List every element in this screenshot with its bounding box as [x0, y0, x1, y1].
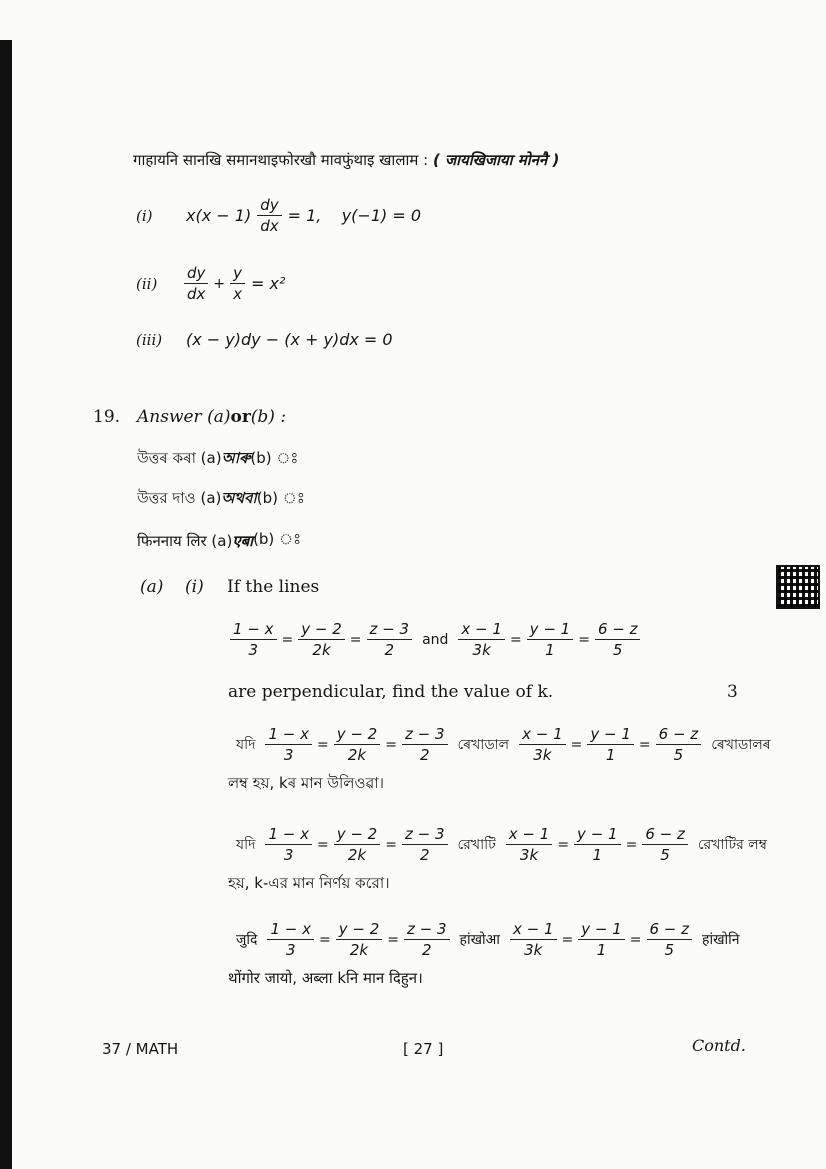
- denominator: 5: [673, 746, 684, 764]
- equation: [228, 920, 748, 959]
- denominator: 2k: [349, 941, 369, 959]
- operator: =: [570, 736, 583, 753]
- de-1: (i) x(x − 1) $\frac{dy}{dx}$ = 1, y(−1) = 0: [136, 196, 425, 235]
- fraction: [334, 825, 381, 864]
- word: हांखोआ: [459, 932, 500, 948]
- fraction: [510, 920, 557, 959]
- fraction: [656, 725, 702, 764]
- fraction: [184, 264, 208, 303]
- denominator: 3: [283, 746, 294, 764]
- operator: +: [213, 275, 226, 292]
- word: ৰেখাডাল: [457, 736, 510, 753]
- equation: [228, 620, 642, 659]
- fraction: [267, 920, 314, 959]
- word: যদি: [236, 736, 256, 753]
- question-19-header: 19. Answer (a) or (b) :: [93, 407, 287, 427]
- word: and: [422, 631, 449, 648]
- word: রেখাটি: [457, 836, 496, 853]
- denominator: 3k: [519, 846, 539, 864]
- operator: =: [281, 631, 294, 648]
- word: ৰেখাডালৰ: [711, 736, 771, 753]
- lines-equation-en: [228, 620, 642, 659]
- heading: गाहायनि सानखि समानथाइफोरखौ मावफुंथाइ खालाम : ( जायखिजाया मोननै ): [133, 151, 560, 169]
- denominator: x: [233, 285, 243, 303]
- instruction-bengali: উত্তর দাও (a) অথবা (b) ঃ: [137, 489, 305, 507]
- fraction: [595, 620, 641, 659]
- denominator: 2: [419, 846, 430, 864]
- numerator: z − 3: [404, 920, 450, 940]
- equation: [228, 725, 779, 764]
- fraction: [334, 725, 381, 764]
- fraction: [298, 620, 345, 659]
- fraction: [265, 725, 312, 764]
- numerator: x − 1: [519, 725, 566, 745]
- equation: [182, 264, 289, 303]
- instruction-assamese: উত্তৰ কৰা (a) আৰু (b) ঃ: [137, 449, 299, 467]
- fraction: [642, 825, 688, 864]
- numerator: z − 3: [402, 825, 448, 845]
- equation: [182, 330, 397, 349]
- numerator: 6 − z: [642, 825, 688, 845]
- numerator: x − 1: [458, 620, 505, 640]
- fraction: [336, 920, 383, 959]
- equation: [182, 196, 425, 235]
- fraction: [404, 920, 450, 959]
- denominator: 3: [283, 846, 294, 864]
- question-assamese: [228, 725, 779, 764]
- numerator: dy: [257, 196, 281, 216]
- fraction: [402, 825, 448, 864]
- denominator: 1: [605, 746, 616, 764]
- footer-code: 37 / MATH: [102, 1040, 179, 1058]
- operator: =: [316, 736, 329, 753]
- fraction: [230, 620, 277, 659]
- fraction: [647, 920, 693, 959]
- denominator: 3k: [472, 641, 491, 659]
- word: রেখাটির লম্ব: [697, 836, 767, 853]
- fraction: [458, 620, 505, 659]
- numerator: z − 3: [367, 620, 413, 640]
- de-3: (iii) (x − y)dy − (x + y)dx = 0: [136, 330, 397, 349]
- numerator: 1 − x: [265, 825, 312, 845]
- numerator: 1 − x: [265, 725, 312, 745]
- numerator: z − 3: [402, 725, 448, 745]
- contd: Contd.: [692, 1036, 746, 1055]
- fraction: [519, 725, 566, 764]
- fraction: [506, 825, 553, 864]
- numerator: y − 2: [298, 620, 345, 640]
- fraction: [402, 725, 448, 764]
- fraction: [574, 825, 621, 864]
- word: যদি: [236, 836, 256, 853]
- denominator: 3k: [533, 746, 552, 764]
- fraction: [230, 264, 245, 303]
- operator: =: [625, 836, 638, 853]
- question-bodo-line2: थोंगोर जायो, अब्ला kनि मान दिहुन।: [228, 969, 423, 987]
- part-a-intro: (a) (i) If the lines: [140, 577, 320, 597]
- word: हांखोनि: [702, 932, 740, 948]
- operator: =: [629, 931, 642, 948]
- page-number: [ 27 ]: [403, 1040, 444, 1058]
- fraction: [527, 620, 574, 659]
- fraction: [257, 196, 281, 235]
- denominator: 1: [592, 846, 603, 864]
- numerator: y − 1: [527, 620, 574, 640]
- denominator: dx: [260, 217, 279, 235]
- fraction: [265, 825, 312, 864]
- numerator: x − 1: [510, 920, 557, 940]
- denominator: 2k: [347, 746, 367, 764]
- denominator: 1: [596, 941, 607, 959]
- qr-code: [776, 565, 820, 609]
- equation: [228, 825, 775, 864]
- question-bodo: [228, 920, 748, 959]
- denominator: 5: [660, 846, 670, 864]
- operator: =: [561, 931, 574, 948]
- denominator: dx: [187, 285, 206, 303]
- numerator: y − 2: [336, 920, 383, 940]
- numerator: y − 1: [578, 920, 625, 940]
- numerator: 6 − z: [656, 725, 702, 745]
- denominator: 3: [248, 641, 259, 659]
- question-en: are perpendicular, find the value of k.: [228, 682, 554, 702]
- question-bengali: [228, 825, 775, 864]
- instruction-bodo: फिननाय लिर (a) एबा (b) ঃ: [137, 530, 302, 550]
- operator: =: [638, 736, 651, 753]
- numerator: y − 1: [587, 725, 634, 745]
- denominator: 2: [384, 641, 395, 659]
- numerator: y − 2: [334, 725, 381, 745]
- denominator: 2: [419, 746, 430, 764]
- operator: =: [387, 931, 399, 948]
- fraction: [578, 920, 625, 959]
- word: जुदि: [236, 932, 258, 948]
- numerator: y − 2: [334, 825, 381, 845]
- operator: =: [385, 836, 397, 853]
- operator: =: [509, 631, 522, 648]
- denominator: 2k: [312, 641, 331, 659]
- denominator: 5: [664, 941, 675, 959]
- question-bengali-line2: হয়, k-এর মান নির্ণয় করো।: [228, 874, 390, 892]
- operator: =: [578, 631, 590, 648]
- numerator: dy: [184, 264, 208, 284]
- numerator: x − 1: [506, 825, 553, 845]
- denominator: 2: [421, 941, 432, 959]
- marks: 3: [727, 682, 738, 702]
- numerator: y: [230, 264, 245, 284]
- operator: =: [385, 736, 397, 753]
- fraction: [367, 620, 413, 659]
- scan-edge: [0, 40, 12, 1169]
- heading-note: ( जायखिजाया मोननै ): [432, 151, 560, 169]
- numerator: 1 − x: [230, 620, 277, 640]
- numerator: 6 − z: [595, 620, 641, 640]
- denominator: 1: [545, 641, 555, 659]
- denominator: 3: [285, 941, 296, 959]
- math-text: x(x − 1): [186, 206, 252, 225]
- math-text: = 1, y(−1) = 0: [287, 206, 421, 225]
- math-text: (x − y)dy − (x + y)dx = 0: [186, 330, 393, 349]
- denominator: 5: [612, 641, 623, 659]
- denominator: 3k: [524, 941, 543, 959]
- operator: =: [557, 836, 570, 853]
- denominator: 2k: [347, 846, 367, 864]
- fraction: [587, 725, 634, 764]
- math-text: = x²: [251, 274, 286, 293]
- numerator: 6 − z: [647, 920, 693, 940]
- numerator: y − 1: [574, 825, 621, 845]
- question-assamese-line2: লম্ব হয়, kৰ মান উলিওৱা।: [228, 774, 385, 792]
- numerator: 1 − x: [267, 920, 314, 940]
- de-2: (ii) $\frac{dy}{dx}$ + $\frac{y}{x}$ = x²: [136, 264, 289, 303]
- operator: =: [349, 631, 362, 648]
- operator: =: [318, 931, 331, 948]
- operator: =: [316, 836, 329, 853]
